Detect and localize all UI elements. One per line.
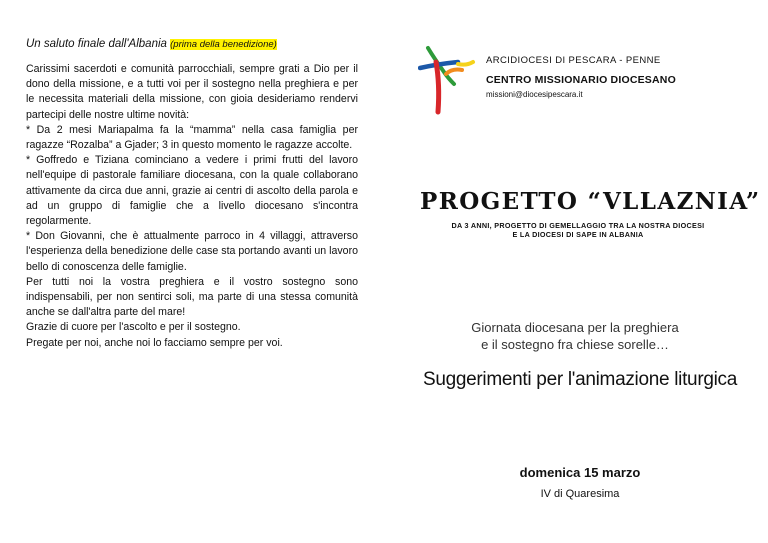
letter-body (26, 62, 358, 351)
project-subtitle-line: DA 3 ANNI, PROGETTO DI GEMELLAGGIO TRA LA NOSTRA DIOCESI (451, 221, 705, 230)
mission-cross-logo (418, 44, 476, 116)
day-description-line: e il sostegno fra chiese sorelle… (481, 337, 669, 352)
letter-paragraph: Carissimi sacerdoti e comunità parrocchiali, sempre grati a Dio per il dono della missione, e a tutti voi per il sostegno nella preghiera e per le necessita materiali della missione, con gioia desideriamo rendervi partecipi delle nostre ultime novità: (26, 63, 358, 121)
letter-paragraph: Grazie di cuore per l'ascolto e per il sostegno. (26, 321, 241, 334)
letter-paragraph: * Goffredo e Tiziana cominciano a vedere i primi frutti del lavoro nell'equipe di pastorale familiare diocesana, con la quale collaborano attivamente da circa due anni, grazie ai centri di ascolto della parola e ad un gruppo di famiglie che a livello diocesano s'incontra regolarmente. (26, 154, 358, 228)
greeting-highlight: (prima della benedizione) (170, 39, 277, 50)
missionary-center-name: CENTRO MISSIONARIO DIOCESANO (486, 74, 676, 86)
project-subtitle (448, 221, 708, 239)
liturgical-season: IV di Quaresima (540, 488, 620, 500)
greeting-line (26, 38, 358, 50)
letter-paragraph: * Da 2 mesi Mariapalma fa la “mamma” nella casa famiglia per ragazze “Rozalba” a Gjader; 3 in questo momento le ragazze accolte. (26, 123, 358, 152)
contact-email: missioni@diocesipescara.it (486, 90, 583, 99)
project-subtitle-line: E LA DIOCESI DI SAPE IN ALBANIA (512, 230, 644, 239)
letter-paragraph: * Don Giovanni, che è attualmente parroco in 4 villaggi, attraverso l'esperienza della benedizione delle case sta portando avanti un lavoro bello di conoscenza delle famiglie. (26, 230, 358, 273)
event-date: domenica 15 marzo (519, 465, 641, 480)
day-description (440, 319, 710, 353)
liturgy-heading: Suggerimenti per l'animazione liturgica (422, 369, 738, 390)
letter-column (26, 38, 358, 351)
greeting-title: Un saluto finale dall'Albania (26, 38, 167, 50)
archdiocese-name: ARCIDIOCESI DI PESCARA - PENNE (486, 55, 661, 66)
letter-paragraph: Pregate per noi, anche noi lo facciamo sempre per voi. (26, 336, 283, 349)
day-description-line: Giornata diocesana per la preghiera (471, 320, 679, 335)
project-title: PROGETTO “VLLAZNIA” (420, 188, 761, 215)
letter-paragraph: Per tutti noi la vostra preghiera e il vostro sostegno sono indispensabili, per non sentirci soli, ma parte di una stessa comunità anche se dall'altra parte del mare! (26, 275, 358, 319)
